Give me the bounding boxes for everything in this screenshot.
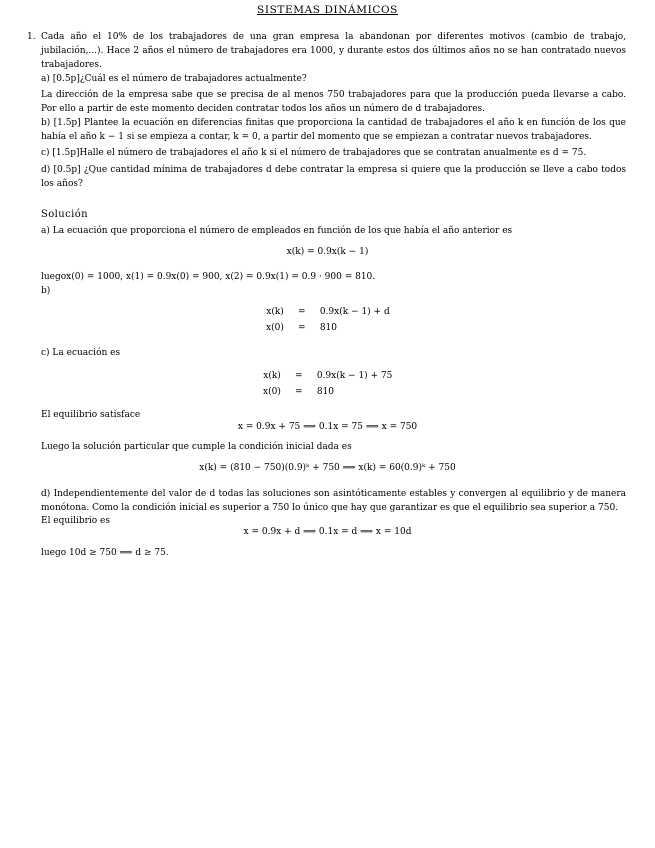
equation-row: [263, 384, 392, 400]
solution-b-label: b): [41, 286, 51, 296]
equation-rhs: 0.9x(k − 1) + 75: [316, 371, 393, 381]
solution-heading: Solución: [41, 209, 88, 220]
equation-rhs: 0.9x(k − 1) + d: [319, 307, 390, 317]
solution-c-system: [263, 368, 392, 400]
part-c-question: c) [1.5p]Halle el número de trabajadores el año k si el número de trabajadores que se contratan anualmente es d = 75.: [41, 148, 587, 158]
solution-d-equilibrium-intro: El equilibrio es: [41, 516, 110, 526]
equation-operator: =: [298, 307, 306, 317]
solution-c-equilibrium-equation: x = 0.9x + 75 ⟹ 0.1x = 75 ⟹ x = 750: [237, 422, 418, 432]
solution-a-result: luegox(0) = 1000, x(1) = 0.9x(0) = 900, x(2) = 0.9x(1) = 0.9 · 900 = 810.: [41, 272, 376, 282]
problem-context: La dirección de la empresa sabe que se precisa de al menos 750 trabajadores para que la producción pueda llevarse a cabo. Por ello a partir de este momento deciden contratar todos los años un número de d trabajadores.: [41, 90, 626, 114]
equation-lhs: x(k): [266, 307, 284, 317]
solution-d-text: d) Independientemente del valor de d todas las soluciones son asintóticamente estables y convergen al equilibrio y de manera monótona. Como la condición inicial es superior a 750 lo único que hay que garantizar es que el equilibrio sea superior a 750.: [41, 489, 626, 513]
solution-a-intro: a) La ecuación que proporciona el número de empleados en función de los que había el año anterior es: [41, 226, 513, 236]
solution-d-conclusion: luego 10d ≥ 750 ⟹ d ≥ 75.: [41, 548, 169, 558]
part-b-question: b) [1.5p] Plantee la ecuación en diferencias finitas que proporciona la cantidad de trabajadores el año k en función de los que había el año k − 1 si se empieza a contar, k = 0, a partir del momento que se empiezan a contratar nuevos trabajadores.: [41, 118, 626, 142]
equation-row: [263, 368, 392, 384]
equation-operator: =: [295, 371, 303, 381]
equation-lhs: x(0): [266, 323, 284, 333]
solution-c-intro: c) La ecuación es: [41, 348, 121, 358]
page-title: SISTEMAS DINÁMICOS: [257, 4, 398, 16]
solution-c-particular-equation: x(k) = (810 − 750)(0.9)ᵏ + 750 ⟹ x(k) = 60(0.9)ᵏ + 750: [199, 463, 456, 473]
solution-c-equilibrium-intro: El equilibrio satisface: [41, 410, 141, 420]
solution-c-particular-intro: Luego la solución particular que cumple la condición inicial dada es: [41, 442, 352, 452]
equation-operator: =: [295, 387, 303, 397]
solution-b-system: [266, 304, 390, 336]
equation-row: [266, 320, 390, 336]
solution-a-equation: x(k) = 0.9x(k − 1): [286, 247, 369, 257]
problem-statement: Cada año el 10% de los trabajadores de una gran empresa la abandonan por diferentes motivos (cambio de trabajo, jubilación,...). Hace 2 años el número de trabajadores era 1000, y durante estos dos últimos años no se han contratado nuevos trabajadores.: [41, 32, 626, 70]
part-d-question: d) [0.5p] ¿Que cantidad mínima de trabajadores d debe contratar la empresa si quiere que la producción se lleve a cabo todos los años?: [41, 165, 626, 189]
equation-rhs: 810: [319, 323, 338, 333]
equation-lhs: x(k): [263, 371, 281, 381]
equation-lhs: x(0): [263, 387, 281, 397]
equation-rhs: 810: [316, 387, 335, 397]
equation-operator: =: [298, 323, 306, 333]
problem-number: 1.: [27, 32, 36, 42]
solution-d-equilibrium-equation: x = 0.9x + d ⟹ 0.1x = d ⟹ x = 10d: [243, 527, 412, 537]
equation-row: [266, 304, 390, 320]
part-a-question: a) [0.5p]¿Cuál es el número de trabajadores actualmente?: [41, 74, 307, 84]
